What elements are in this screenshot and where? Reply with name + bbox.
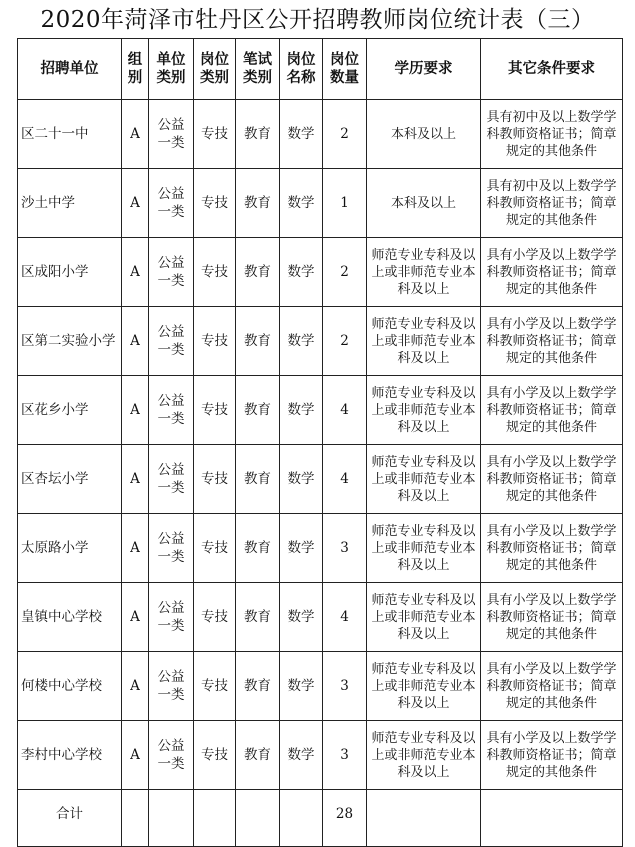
header-unit-type: 单位 类别 [149, 39, 194, 100]
cell-group: A [122, 238, 149, 307]
cell-unit: 区花乡小学 [18, 376, 122, 445]
cell-education: 师范专业专科及以上或非师范专业本科及以上 [367, 376, 481, 445]
cell-post-name: 数学 [280, 583, 323, 652]
cell-group: A [122, 307, 149, 376]
cell-exam-type: 教育 [236, 307, 280, 376]
unit-type-text: 公益一类 [157, 462, 185, 496]
cell-other: 具有小学及以上数学学科教师资格证书；简章规定的其他条件 [481, 514, 623, 583]
cell-other: 具有小学及以上数学学科教师资格证书；简章规定的其他条件 [481, 376, 623, 445]
cell-post-type: 专技 [194, 100, 236, 169]
table-row [18, 445, 623, 514]
cell-exam-type: 教育 [236, 169, 280, 238]
cell-unit: 区第二实验小学 [18, 307, 122, 376]
cell-post-type: 专技 [194, 376, 236, 445]
header-row [18, 39, 623, 100]
cell-post-type: 专技 [194, 652, 236, 721]
cell-unit: 皇镇中心学校 [18, 583, 122, 652]
unit-type-text: 公益一类 [157, 117, 185, 151]
unit-type-text: 公益一类 [157, 186, 185, 220]
cell-unit: 太原路小学 [18, 514, 122, 583]
cell-exam-type: 教育 [236, 445, 280, 514]
unit-type-text: 公益一类 [157, 324, 185, 358]
unit-type-text: 公益一类 [157, 255, 185, 289]
cell-other: 具有小学及以上数学学科教师资格证书；简章规定的其他条件 [481, 652, 623, 721]
page-title: 2020年菏泽市牡丹区公开招聘教师岗位统计表（三） [40, 7, 595, 33]
cell-group: A [122, 169, 149, 238]
total-count: 28 [323, 790, 367, 847]
unit-type-text: 公益一类 [157, 600, 185, 634]
total-empty-cell [481, 790, 623, 847]
table-row [18, 100, 623, 169]
table-body [18, 100, 623, 847]
total-empty-cell [149, 790, 194, 847]
cell-post-type: 专技 [194, 307, 236, 376]
header-post-name: 岗位 名称 [280, 39, 323, 100]
cell-count: 4 [323, 583, 367, 652]
cell-education: 师范专业专科及以上或非师范专业本科及以上 [367, 721, 481, 790]
cell-count: 4 [323, 445, 367, 514]
cell-education: 师范专业专科及以上或非师范专业本科及以上 [367, 583, 481, 652]
cell-exam-type: 教育 [236, 652, 280, 721]
table-row [18, 514, 623, 583]
cell-group: A [122, 652, 149, 721]
cell-post-name: 数学 [280, 169, 323, 238]
cell-count: 2 [323, 238, 367, 307]
cell-unit-type [149, 376, 194, 445]
cell-post-type: 专技 [194, 445, 236, 514]
cell-unit: 沙土中学 [18, 169, 122, 238]
cell-group: A [122, 445, 149, 514]
cell-unit: 何楼中心学校 [18, 652, 122, 721]
cell-post-type: 专技 [194, 169, 236, 238]
cell-other: 具有小学及以上数学学科教师资格证书；简章规定的其他条件 [481, 445, 623, 514]
header-count: 岗位 数量 [323, 39, 367, 100]
unit-type-text: 公益一类 [157, 669, 185, 703]
total-empty-cell [122, 790, 149, 847]
cell-exam-type: 教育 [236, 238, 280, 307]
cell-count: 3 [323, 721, 367, 790]
cell-unit: 李村中心学校 [18, 721, 122, 790]
header-unit: 招聘单位 [18, 39, 122, 100]
cell-unit-type [149, 169, 194, 238]
cell-post-type: 专技 [194, 583, 236, 652]
total-empty-cell [236, 790, 280, 847]
cell-unit-type [149, 721, 194, 790]
cell-exam-type: 教育 [236, 514, 280, 583]
unit-type-text: 公益一类 [157, 738, 185, 772]
recruitment-table [17, 38, 623, 847]
table-row [18, 583, 623, 652]
cell-post-name: 数学 [280, 514, 323, 583]
cell-group: A [122, 100, 149, 169]
cell-unit-type [149, 514, 194, 583]
cell-group: A [122, 721, 149, 790]
cell-group: A [122, 514, 149, 583]
table-row [18, 376, 623, 445]
unit-type-text: 公益一类 [157, 393, 185, 427]
cell-post-name: 数学 [280, 445, 323, 514]
cell-count: 2 [323, 307, 367, 376]
cell-count: 3 [323, 514, 367, 583]
cell-education: 师范专业专科及以上或非师范专业本科及以上 [367, 652, 481, 721]
cell-post-name: 数学 [280, 652, 323, 721]
table-row [18, 652, 623, 721]
total-row [18, 790, 623, 847]
cell-other: 具有小学及以上数学学科教师资格证书；简章规定的其他条件 [481, 721, 623, 790]
cell-count: 2 [323, 100, 367, 169]
cell-post-type: 专技 [194, 514, 236, 583]
total-empty-cell [367, 790, 481, 847]
cell-group: A [122, 583, 149, 652]
cell-count: 3 [323, 652, 367, 721]
header-post-type: 岗位 类别 [194, 39, 236, 100]
cell-post-type: 专技 [194, 721, 236, 790]
cell-unit-type [149, 307, 194, 376]
cell-other: 具有小学及以上数学学科教师资格证书；简章规定的其他条件 [481, 307, 623, 376]
table-row [18, 721, 623, 790]
cell-post-type: 专技 [194, 238, 236, 307]
table-row [18, 307, 623, 376]
cell-post-name: 数学 [280, 376, 323, 445]
total-empty-cell [280, 790, 323, 847]
header-exam-type: 笔试 类别 [236, 39, 280, 100]
cell-other: 具有初中及以上数学学科教师资格证书；简章规定的其他条件 [481, 169, 623, 238]
cell-post-name: 数学 [280, 100, 323, 169]
table-row [18, 169, 623, 238]
cell-other: 具有初中及以上数学学科教师资格证书；简章规定的其他条件 [481, 100, 623, 169]
cell-other: 具有小学及以上数学学科教师资格证书；简章规定的其他条件 [481, 238, 623, 307]
cell-other: 具有小学及以上数学学科教师资格证书；简章规定的其他条件 [481, 583, 623, 652]
cell-group: A [122, 376, 149, 445]
cell-post-name: 数学 [280, 721, 323, 790]
cell-education: 师范专业专科及以上或非师范专业本科及以上 [367, 238, 481, 307]
cell-unit-type [149, 238, 194, 307]
cell-education: 本科及以上 [367, 100, 481, 169]
table-row [18, 238, 623, 307]
cell-count: 1 [323, 169, 367, 238]
total-empty-cell [194, 790, 236, 847]
cell-unit-type [149, 583, 194, 652]
cell-unit: 区杏坛小学 [18, 445, 122, 514]
cell-education: 师范专业专科及以上或非师范专业本科及以上 [367, 445, 481, 514]
cell-unit: 区成阳小学 [18, 238, 122, 307]
cell-post-name: 数学 [280, 307, 323, 376]
cell-unit-type [149, 100, 194, 169]
cell-exam-type: 教育 [236, 583, 280, 652]
header-group: 组 别 [122, 39, 149, 100]
cell-exam-type: 教育 [236, 100, 280, 169]
cell-exam-type: 教育 [236, 376, 280, 445]
cell-education: 师范专业专科及以上或非师范专业本科及以上 [367, 307, 481, 376]
header-education: 学历要求 [367, 39, 481, 100]
total-label: 合计 [18, 790, 122, 847]
cell-education: 本科及以上 [367, 169, 481, 238]
cell-unit-type [149, 652, 194, 721]
unit-type-text: 公益一类 [157, 531, 185, 565]
cell-post-name: 数学 [280, 238, 323, 307]
cell-education: 师范专业专科及以上或非师范专业本科及以上 [367, 514, 481, 583]
cell-unit-type [149, 445, 194, 514]
cell-exam-type: 教育 [236, 721, 280, 790]
header-other: 其它条件要求 [481, 39, 623, 100]
cell-unit: 区二十一中 [18, 100, 122, 169]
cell-count: 4 [323, 376, 367, 445]
